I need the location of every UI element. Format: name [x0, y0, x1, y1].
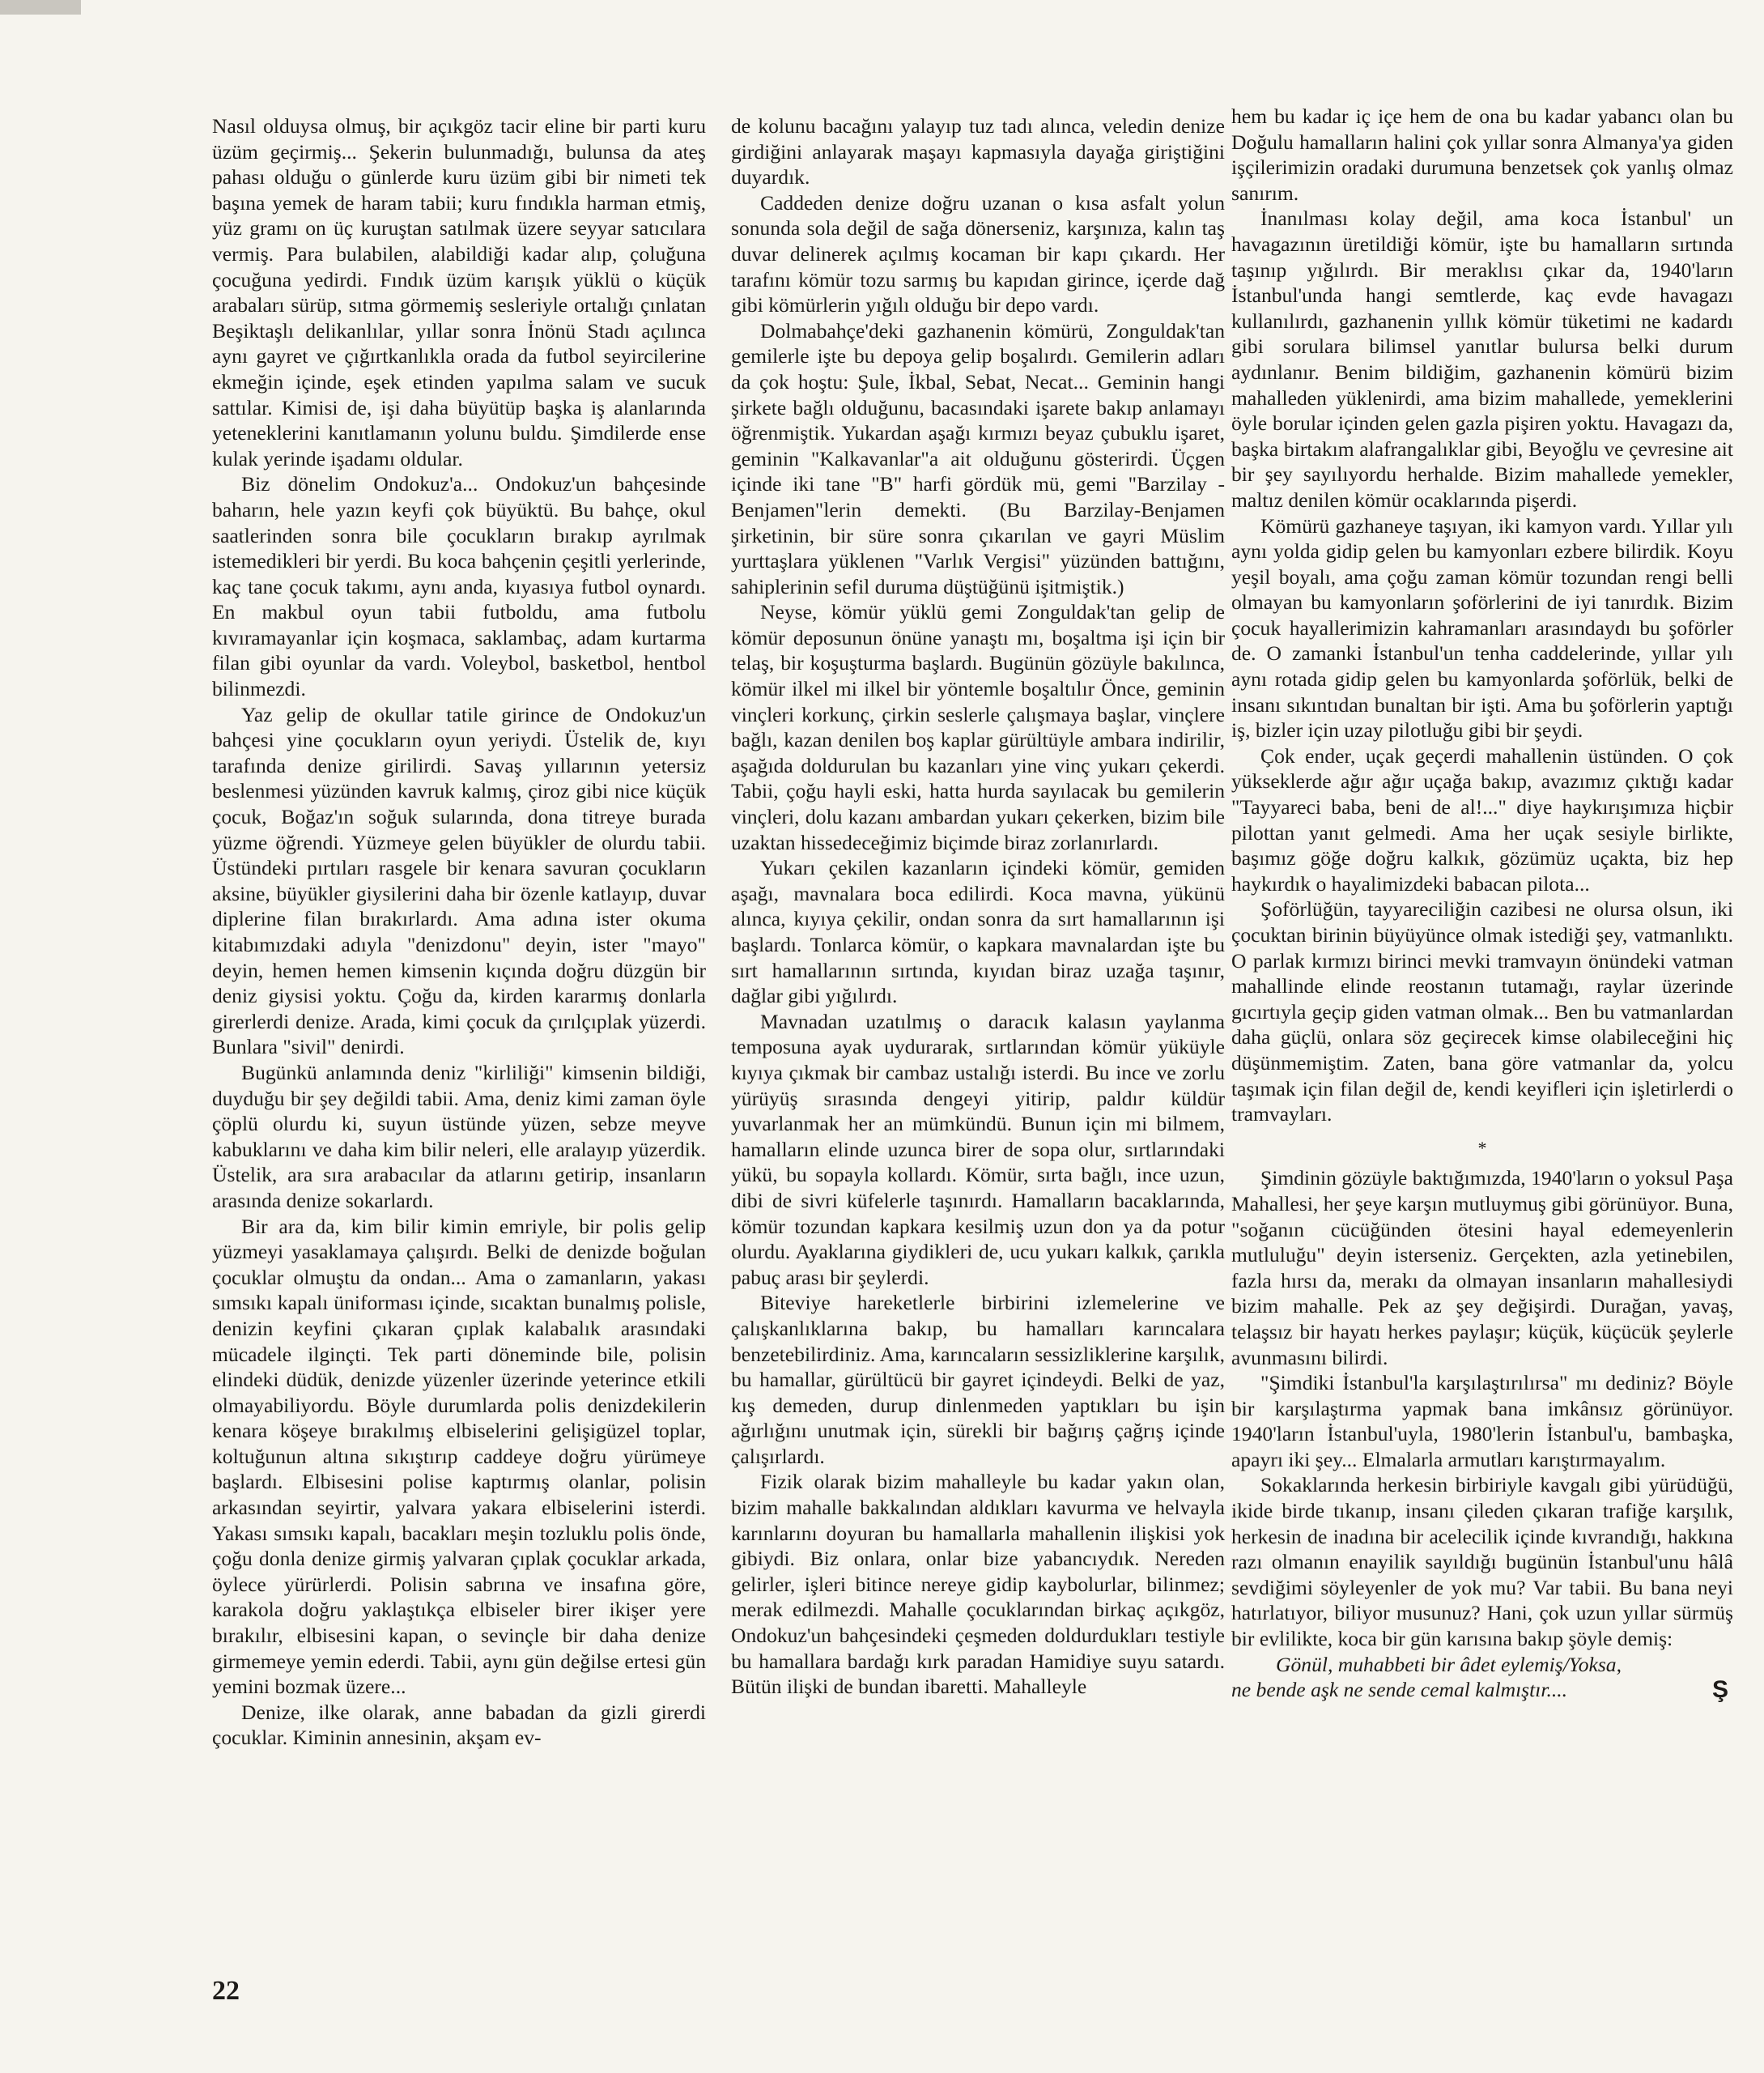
paragraph: Biz dönelim Ondokuz'a... Ondokuz'un bahçesinde baharın, hele yazın keyfi çok büyüktü. Bu bahçe, okul saatlerinden sonra bile çocukların bırakıp ayrılmak istemedikleri bir yerdi. Bu koca bahçenin çeşitli yerlerinde, kaç tane çocuk takımı, aynı anda, kıyasıya futbol oynardı. En makbul oyun tabii futboldu, ama futbolu kıvıramayanlar için koşmaca, saklambaç, adam kurtarma filan gibi oyunlar da vardı. Voleybol, basketbol, hentbol bilinmezdi. [212, 472, 706, 701]
paragraph: Kömürü gazhaneye taşıyan, iki kamyon vardı. Yıllar yılı aynı yolda gidip gelen bu kamyonları ezbere bilirdik. Koyu yeşil boyalı, ama çoğu zaman kömür tozundan rengi belli olmayan bu kamyonların şoförlerini de iyi tanırdık. Bizim çocuk hayallerimizin kahramanları arasındaydı bu şoförler de. O zamanki İstanbul'un tenha caddelerinde, yıllar yılı aynı rotada gidip gelen bu kamyonlarda şoförlük, belki de insanı sıkıntıdan bunaltan bir işti. Ama bu şoförlerin yaptığı iş, bizler için uzay pilotluğu gibi bir şeydi. [1231, 513, 1733, 743]
page-number: 22 [212, 1976, 240, 2006]
column-3-body-after [1231, 1165, 1733, 1651]
paragraph: Çok ender, uçak geçerdi mahallenin üstünden. O çok yükseklerde ağır ağır uçağa bakıp, avazımız çıktığı kadar "Tayyareci baba, beni de al!..." diye haykırışımıza hiçbir pilottan yanıt gelmedi. Ama her uçak sesiyle birlikte, başımız göğe doğru kalkık, gözümüz uçakta, biz hep haykırdık o hayalimizdeki babacan pilota... [1231, 743, 1733, 896]
column-3-body-before [1231, 104, 1733, 1127]
paragraph: "Şimdiki İstanbul'la karşılaştırılırsa" mı dediniz? Böyle bir karşılaştırma yapmak bana imkânsız görünüyor. 1940'ların İstanbul'uyla, 1980'lerin İstanbul'u, bambaşka, apayrı iki şey... Elmalarla armutları karıştırmayalım. [1231, 1371, 1733, 1471]
paragraph: Dolmabahçe'deki gazhanenin kömürü, Zonguldak'tan gemilerle işte bu depoya gelip boşalırdı. Gemilerin adları da çok hoştu: Şule, İkbal, Sebat, Necat... Geminin hangi şirkete bağlı olduğunu, bacasındaki işarete bakıp anlamayı öğrenmiştik. Yukardan aşağı kırmızı beyaz çubuklu işaret, geminin "Kalkavanlar"a ait olduğunu gösterirdi. Üçgen içinde iki tane "B" harfi gördük mü, gemi "Barzilay - Benjamen"lerin demekti. (Bu Barzilay-Benjamen şirketinin, bir süre sonra çıkarılan ve gayri Müslim yurttaşlara yüklenen "Varlık Vergisi" yüzünden battığını, sahiplerinin sefil duruma düştüğünü işitmiştik.) [731, 318, 1225, 598]
paragraph: Caddeden denize doğru uzanan o kısa asfalt yolun sonunda sola değil de sağa dönerseniz, karşınıza, kalın taş duvar delinerek açılmış kocaman bir kapı çıkardı. Her tarafını kömür tozu sarmış bu kapıdan girince, içerde dağ gibi kömürlerin yığılı olduğu bir depo vardı. [731, 190, 1225, 317]
page-edge-shadow [0, 0, 81, 15]
verse-line-2-text: ne bende aşk ne sende cemal kalmıştır.... [1231, 1678, 1568, 1702]
paragraph: İnanılması kolay değil, ama koca İstanbul' un havagazının üretildiği kömür, işte bu hamalların sırtında taşınıp yığılırdı. Bir meraklısı çıkar da, 1940'ların İstanbul'unda hangi semtlerde, kaç evde havagazı kullanılırdı, gazhanenin yıllık kömür tüketimi ne kadardı gibi sorulara bilimsel yanıtlar bulursa belki durum aydınlanır. Benim bildiğim, gazhanenin kömürü bizim mahalleden yüklenirdi, ama bizim mahallede, yemeklerini öyle borular içinden gelen gazla pişiren yoktu. Havagazı da, başka birtakım alafrangalıklar gibi, Beyoğlu ve çevresine ait bir şey sayılıyordu herhalde. Bizim mahallede yemekler, maltız denilen kömür ocaklarında pişerdi. [1231, 206, 1733, 512]
verse-line-1: Gönül, muhabbeti bir âdet eylemiş/Yoksa, [1276, 1652, 1622, 1676]
paragraph: Denize, ilke olarak, anne babadan da gizli girerdi çocuklar. Kiminin annesinin, akşam ev- [212, 1700, 706, 1750]
text-column-3 [1231, 104, 1733, 1703]
paragraph: Bir ara da, kim bilir kimin emriyle, bir polis gelip yüzmeyi yasaklamaya çalışırdı. Belki de denizde boğulan çocuklar olmuştu da ondan... Ama o zamanların, yakası sımsıkı kapalı üniforması içinde, sıcaktan bunalmış polisle, denizin keyfini çıkaran çıplak kalabalık arasındaki mücadele ilginçti. Tek parti döneminde bile, polisin elindeki düdük, denizde yüzenler üzerinde yeterince etkili olmayabiliyordu. Böyle durumlarda polis denizdekilerin kenara köşeye bırakılmış elbiselerini gelişigüzel toplar, koltuğunun altına sıkıştırıp caddeye doğru yürümeye başlardı. Elbisesini polise kaptırmış olanlar, polisin arkasından seyirtir, yalvara yakara elbiselerini isterdi. Yakası sımsıkı kapalı, bacakları meşin tozluklu polis önde, çoğu donla denize girmiş yalvaran çıplak çocuklar arkada, öylece yürürlerdi. Polisin sabrına ve insafına göre, karakola doğru yaklaştıkça elbiseler birer ikişer yere bırakılır, elbisesini kapan, o sevinçle bir daha denize girmemeye yemin ederdi. Tabii, aynı gün değilse ertesi gün yemini bozmak üzere... [212, 1214, 706, 1699]
paragraph: Nasıl olduysa olmuş, bir açıkgöz tacir eline bir parti kuru üzüm geçirmiş... Şekerin bulunmadığı, bulunsa da ateş pahası olduğu o günlerde kuru üzüm gibi bir nimeti tek başına yemek de haram tabii; kuru fındıkla harman etmiş, yüz gramı on üç kuruştan satılmak üzere seyyar satıcılara vermiş. Para bulabilen, alabildiği kadar alıp, çoluğuna çocuğuna yedirdi. Fındık üzüm karışık yüklü o küçük arabaları sürüp, sıtma görmemiş sesleriyle ortalığı çınlatan Beşiktaşlı delikanlılar, yıllar sonra İnönü Stadı açılınca aynı gayret ve çığırtkanlıkla orada da futbol seyircilerine ekmeğin içinde, eşek etinden yapılma salam ve sucuk sattılar. Kimisi de, işi daha büyütüp başka iş alanlarında yeteneklerini kanıtlamanın yolunu buldu. Şimdilerde ense kulak yerinde işadamı oldular. [212, 114, 706, 470]
paragraph: Mavnadan uzatılmış o daracık kalasın yaylanma temposuna ayak uydurarak, sırtlarından kömür yüküyle kıyıya çıkmak bir cambaz ustalığı isterdi. Bu ince ve zorlu yürüyüş sırasında dengeyi yitirip, paldır küldür yuvarlanmak her an mümkündü. Bunun için mi bilmem, hamalların elinde uzunca birer de sopa olur, sırtlarındaki yükü, bu sopayla kollardı. Kömür, sırta bağlı, ince uzun, dibi de sivri küfelerle taşınırdı. Hamalların bacaklarında, kömür tozundan kapkara kesilmiş uzun don ya da potur olurdu. Ayaklarına giydikleri de, ucu yukarı kalkık, çarıkla pabuç arası bir şeylerdi. [731, 1009, 1225, 1289]
paragraph: Sokaklarında herkesin birbiriyle kavgalı gibi yürüdüğü, ikide birde tıkanıp, insanı çileden çıkaran trafiğe karşılık, herkesin de inadına bir acelecilik içinde kıvrandığı, hakkına razı olmanın enayilik sayıldığı bugünün İstanbul'unu hâlâ sevdiğimi söyleyenler de yok mu? Var tabii. Bu bana neyi hatırlatıyor, biliyor musunuz? Hani, çok uzun yıllar sürmüş bir evlilikte, koca bir gün karısına bakıp şöyle demiş: [1231, 1473, 1733, 1651]
closing-verse [1231, 1652, 1733, 1703]
paragraph: Fizik olarak bizim mahalleyle bu kadar yakın olan, bizim mahalle bakkalından aldıkları kavurma ve helvayla karınlarını doyuran bu hamallarla mahallenin ilişkisi yok gibiydi. Biz onlara, onlar bize yabancıydık. Nereden gelirler, işleri bitince nereye gidip kaybolurlar, bilinmez; merak edilmezdi. Mahalle çocuklarından birkaç açıkgöz, Ondokuz'un bahçesindeki çeşmeden doldurdukları testiyle bu hamallara bardağı kırk paradan Hamidiye suyu satardı. Bütün ilişki de bundan ibaretti. Mahalleyle [731, 1470, 1225, 1699]
paragraph: Bugünkü anlamında deniz "kirliliği" kimsenin bildiği, duyduğu bir şey değildi tabii. Ama, deniz kimi zaman öyle çöplü olurdu ki, suyun üstünde yüzen, sebze meyve kabuklarını ve daha kim bilir neleri, elle aralayıp yüzerdik. Üstelik, ara sıra arabacılar da atlarını getirip, insanların arasında denize sokarlardı. [212, 1060, 706, 1212]
paragraph: de kolunu bacağını yalayıp tuz tadı alınca, veledin denize girdiğini anlayarak maşayı kapmasıyla dayağa giriştiğini duyardık. [731, 114, 1225, 189]
paragraph: Şoförlüğün, tayyareciliğin cazibesi ne olursa olsun, iki çocuktan birinin büyüyünce olmak istediği şey, vatmanlıktı. O parlak kırmızı birinci mevki tramvayın önündeki vatman mahallinde elinde reostanın tutamağı, raylar üzerinde gıcırtıyla geçip giden vatman olmak... Ben bu vatmanlardan daha güçlü, onlara söz geçirecek kimse olabileceğini hiç düşünmemiştim. Zaten, bana göre vatmanlar da, yolcu taşımak için filan değil de, kendi keyifleri için işletirlerdi o tramvayları. [1231, 897, 1733, 1126]
paragraph: Neyse, kömür yüklü gemi Zonguldak'tan gelip de kömür deposunun önüne yanaştı mı, boşaltma işi için bir telaş, bir koşuşturma başlardı. Bugünün gözüyle bakılınca, kömür ilkel mi ilkel bir yöntemle boşaltılır Önce, geminin vinçleri korkunç, çirkin seslerle çalışmaya başlar, vinçlere bağlı, kazan denilen boş kaplar gürültüyle ambara indirilir, aşağıda doldurulan bu kazanları yine vinç yukarı çekerdi. Tabii, çoğu hayli eski, hatta hurda sayılacak bu gemilerin vinçleri, dolu kazanı ambardan yukarı çekerken, bizim bile uzaktan hissedeceğimiz biçimde biraz zorlanırlardı. [731, 600, 1225, 854]
verse-line-2 [1231, 1677, 1733, 1703]
paragraph: Biteviye hareketlerle birbirini izlemelerine ve çalışkanlıklarına bakıp, bu hamalları karıncalara benzetebilirdiniz. Ama, karıncaların sessizliklerine karşılık, bu hamallar, gürültücü bir gayret içindeydi. Belki de yaz, kış demeden, durup dinlenmeden yaptıkları bu işin ağırlığını unutmak için, sürekli bir bağırış çağrış içinde çalışırlardı. [731, 1291, 1225, 1468]
section-separator-star: * [1477, 1137, 1487, 1158]
paragraph: Yaz gelip de okullar tatile girince de Ondokuz'un bahçesi yine çocukların oyun yeriydi. Üstelik de, kıyı tarafında denize girilirdi. Savaş yıllarının yetersiz beslenmesi yüzünden kavruk kalmış, çiroz gibi nice küçük çocuk, Boğaz'ın soğuk sularında, dona titreye burada yüzme öğrendi. Yüzmeye gelen büyükler de olurdu tabii. Üstündeki pırtıları rasgele bir kenara savuran çocukların aksine, büyükler giysilerini daha bir özenle katlayıp, duvar diplerine filan bırakırlardı. Ama adına ister okuma kitabımızdaki adıyla "denizdonu" deyin, ister "mayo" deyin, hemen hemen kimsenin kıçında doğru düzgün bir deniz giysisi yoktu. Çoğu da, kirden kararmış donlarla girerlerdi denize. Arada, kimi çocuk da çırılçıplak yüzerdi. Bunlara "sivil" denirdi. [212, 702, 706, 1059]
paragraph: Şimdinin gözüyle baktığımızda, 1940'ların o yoksul Paşa Mahallesi, her şeye karşın mutluymuş gibi görünüyor. Buna, "soğanın cücüğünden ötesini hayal edemeyenlerin mutluluğu" deyin isterseniz. Gerçekten, azla yetinebilen, fazla hırsı da, merakı da olmayan insanların mahallesiydi bizim mahalle. Pek az şey değişirdi. Durağan, yavaş, telaşsız bir hayatı herkes paylaşır; küçük, küçücük şeylerle avunmasını bilirdi. [1231, 1166, 1733, 1369]
text-column-2 [731, 113, 1225, 1700]
paragraph: hem bu kadar iç içe hem de ona bu kadar yabancı olan bu Doğulu hamalların halini çok yıllar sonra Almanya'ya giden işçilerimizin oradaki durumuna benzetsek çok yanlış olmaz sanırım. [1231, 104, 1733, 205]
end-of-article-mark: Ş [1711, 1676, 1728, 1704]
paragraph: Yukarı çekilen kazanların içindeki kömür, gemiden aşağı, mavnalara boca edilirdi. Koca mavna, yükünü alınca, kıyıya çekilir, ondan sonra da sırt hamallarının işi başlardı. Tonlarca kömür, o kapkara mavnalardan işte bu sırt hamallarının sırtında, kıyıdan biraz uzağa taşınır, dağlar gibi yığılırdı. [731, 856, 1225, 1008]
text-column-1 [212, 113, 706, 1751]
